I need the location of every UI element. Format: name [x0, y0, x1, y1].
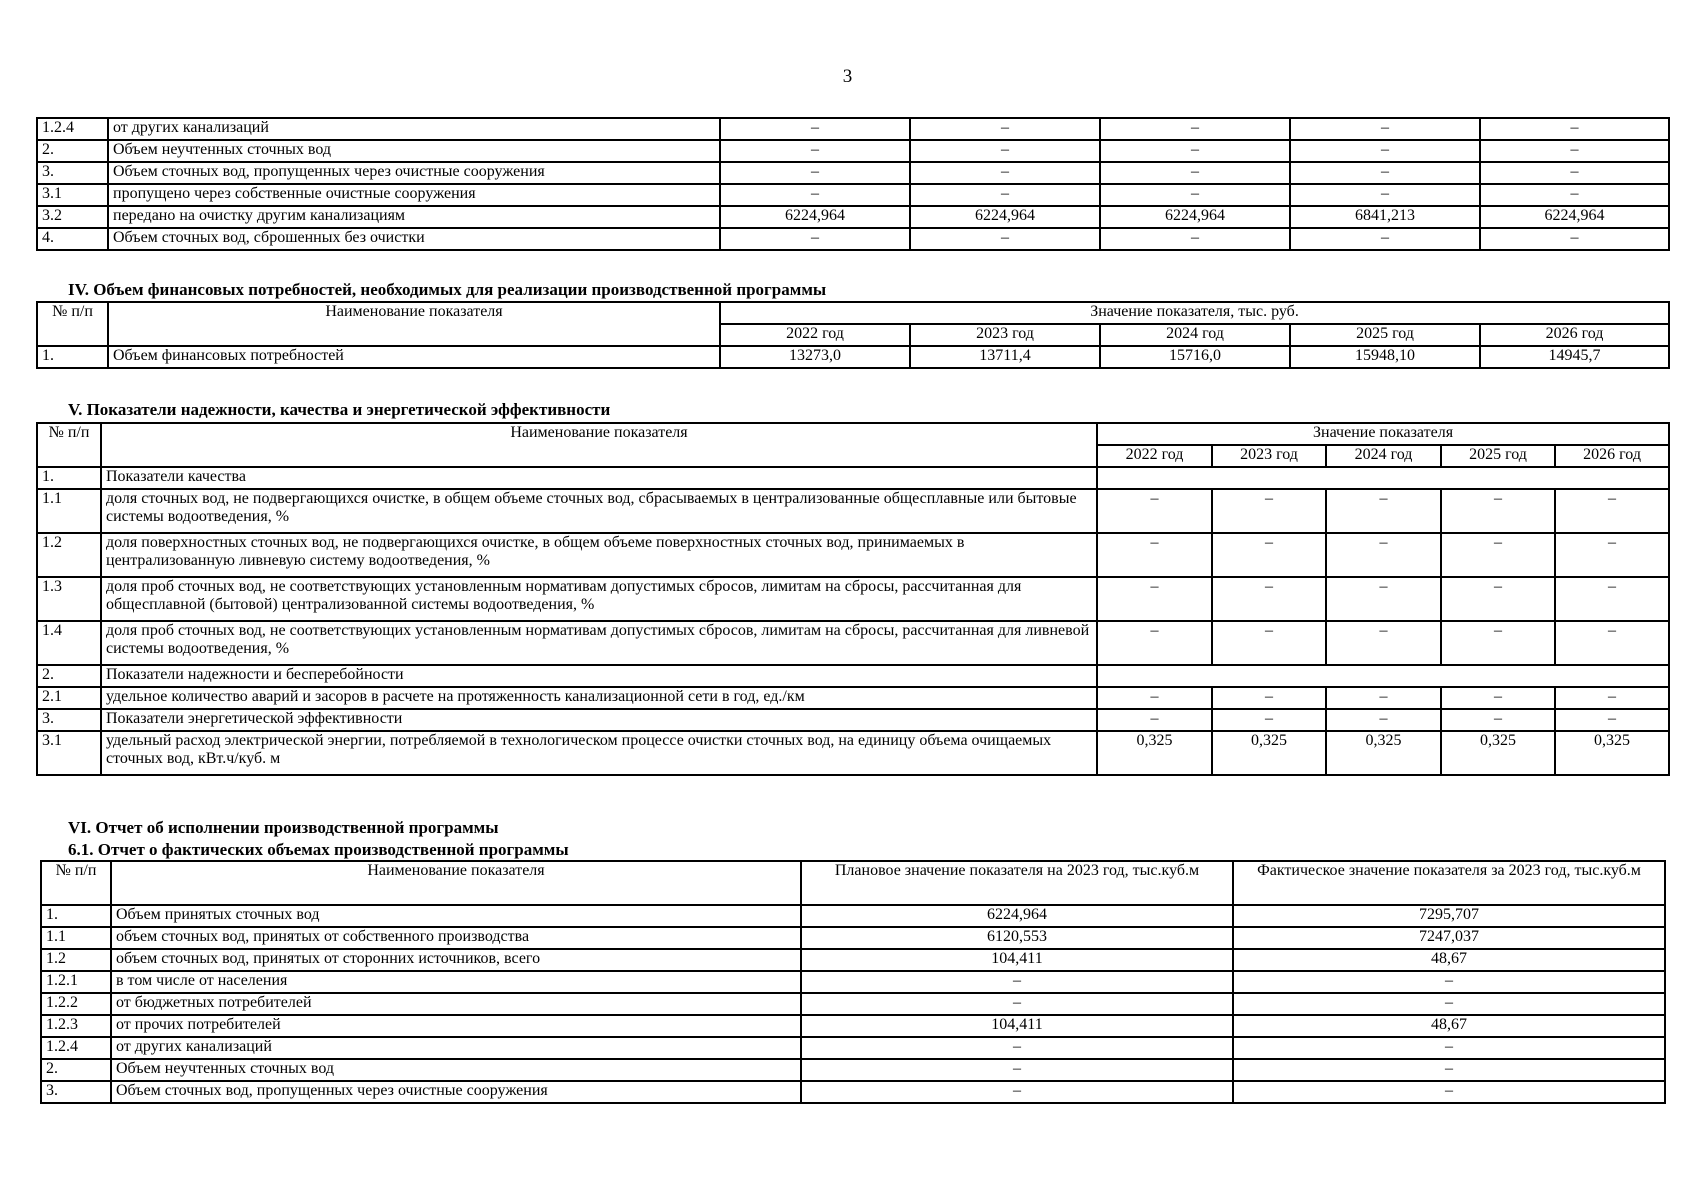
row-plan-value: 6224,964: [801, 905, 1233, 927]
table-row: [37, 533, 1669, 577]
row-value: –: [1441, 577, 1555, 621]
row-plan-value: –: [801, 1059, 1233, 1081]
row-number: 4.: [37, 228, 108, 250]
row-plan-value: –: [801, 993, 1233, 1015]
row-number: 1.2: [41, 949, 111, 971]
row-value: –: [1290, 228, 1480, 250]
table-row: [37, 731, 1669, 775]
row-value: –: [720, 184, 910, 206]
row-value: –: [1212, 533, 1326, 577]
row-fact-value: 48,67: [1233, 949, 1665, 971]
year-header: 2024 год: [1100, 324, 1290, 346]
row-number: 1.1: [37, 489, 101, 533]
row-number: 2.: [37, 140, 108, 162]
row-value: –: [1290, 162, 1480, 184]
row-value: 13273,0: [720, 346, 910, 368]
row-value: 0,325: [1326, 731, 1441, 775]
section5-title: V. Показатели надежности, качества и энергетической эффективности: [68, 400, 611, 419]
row-plan-value: –: [801, 1081, 1233, 1103]
year-header: 2026 год: [1555, 445, 1669, 467]
row-number: 1.2.4: [37, 118, 108, 140]
row-name: доля поверхностных сточных вод, не подвергающихся очистке, в общем объеме поверхностных сточных вод, принимаемых в централизованную ливневую систему водоотведения, %: [101, 533, 1097, 577]
row-number: 1.: [37, 467, 101, 489]
row-fact-value: 48,67: [1233, 1015, 1665, 1037]
row-value: –: [1100, 140, 1290, 162]
table-row: [37, 140, 1669, 162]
row-value: –: [1480, 228, 1669, 250]
row-value: 6224,964: [1100, 206, 1290, 228]
row-value: –: [1555, 489, 1669, 533]
page-number: 3: [842, 66, 853, 87]
year-header: 2024 год: [1326, 445, 1441, 467]
row-fact-value: –: [1233, 1081, 1665, 1103]
section4-title: IV. Объем финансовых потребностей, необходимых для реализации производственной программы: [68, 280, 827, 299]
row-value: –: [1212, 489, 1326, 533]
row-fact-value: 7295,707: [1233, 905, 1665, 927]
row-number: 1.2.1: [41, 971, 111, 993]
row-fact-value: 7247,037: [1233, 927, 1665, 949]
row-name: доля сточных вод, не подвергающихся очистке, в общем объеме сточных вод, сбрасываемых в централизованные общесплавные или бытовые системы водоотведения, %: [101, 489, 1097, 533]
table-row: [41, 1081, 1665, 1103]
continuation-table: [36, 117, 1670, 251]
row-name: объем сточных вод, принятых от собственного производства: [111, 927, 801, 949]
row-number: 1.4: [37, 621, 101, 665]
table-row: [37, 709, 1669, 731]
table-row: [41, 949, 1665, 971]
table-row: [37, 687, 1669, 709]
row-value: –: [1290, 118, 1480, 140]
section5-col-value: Значение показателя: [1097, 423, 1669, 445]
row-value: 0,325: [1097, 731, 1212, 775]
row-name: от других канализаций: [108, 118, 720, 140]
row-name: Показатели энергетической эффективности: [101, 709, 1097, 731]
row-number: 1.2.3: [41, 1015, 111, 1037]
row-number: 1.: [41, 905, 111, 927]
section5-col-name: Наименование показателя: [101, 423, 1097, 467]
year-header: 2023 год: [1212, 445, 1326, 467]
row-name: от прочих потребителей: [111, 1015, 801, 1037]
row-value: –: [910, 140, 1100, 162]
row-value: –: [1212, 709, 1326, 731]
row-name: от бюджетных потребителей: [111, 993, 801, 1015]
section4-col-name: Наименование показателя: [108, 302, 720, 346]
table-row: [37, 118, 1669, 140]
row-value: –: [1097, 533, 1212, 577]
row-name: доля проб сточных вод, не соответствующих установленным нормативам допустимых сбросов, лимитам на сбросы, рассчитанная для общесплавной (бытовой) централизованной системы водоотведения, %: [101, 577, 1097, 621]
row-name: объем сточных вод, принятых от сторонних источников, всего: [111, 949, 801, 971]
table-row: [37, 489, 1669, 533]
year-header: 2026 год: [1480, 324, 1669, 346]
section4-col-num: № п/п: [37, 302, 108, 346]
row-number: 1.: [37, 346, 108, 368]
continuation-table-body: [37, 118, 1669, 250]
row-plan-value: –: [801, 971, 1233, 993]
row-fact-value: –: [1233, 1037, 1665, 1059]
section6-table: [40, 860, 1666, 1104]
row-number: 1.2: [37, 533, 101, 577]
row-value: –: [1100, 162, 1290, 184]
row-number: 3.2: [37, 206, 108, 228]
row-value: –: [1212, 687, 1326, 709]
section4-table: [36, 301, 1670, 369]
row-number: 2.: [41, 1059, 111, 1081]
row-number: 1.1: [41, 927, 111, 949]
row-number: 3.1: [37, 184, 108, 206]
row-number: 2.1: [37, 687, 101, 709]
section5-table-body: [37, 467, 1669, 775]
row-value: –: [1326, 533, 1441, 577]
row-value: –: [1097, 577, 1212, 621]
row-value: –: [1212, 577, 1326, 621]
row-name: Объем принятых сточных вод: [111, 905, 801, 927]
row-plan-value: 104,411: [801, 1015, 1233, 1037]
row-value: –: [1480, 184, 1669, 206]
row-name: Объем неучтенных сточных вод: [111, 1059, 801, 1081]
row-value: –: [720, 140, 910, 162]
row-fact-value: –: [1233, 1059, 1665, 1081]
section6-col-num: № п/п: [41, 861, 111, 905]
row-value: –: [1441, 709, 1555, 731]
row-value: –: [1441, 489, 1555, 533]
row-name: Показатели качества: [101, 467, 1097, 489]
row-value: –: [1212, 621, 1326, 665]
row-value: –: [910, 228, 1100, 250]
row-value: 6841,213: [1290, 206, 1480, 228]
row-value: –: [1555, 621, 1669, 665]
row-value: –: [1555, 577, 1669, 621]
row-value: –: [910, 118, 1100, 140]
row-fact-value: –: [1233, 993, 1665, 1015]
row-value: –: [720, 228, 910, 250]
row-value: –: [1100, 184, 1290, 206]
year-header: 2023 год: [910, 324, 1100, 346]
row-value: –: [1555, 709, 1669, 731]
table-row: [37, 665, 1669, 687]
row-value: 15716,0: [1100, 346, 1290, 368]
row-value: 0,325: [1555, 731, 1669, 775]
row-value: 6224,964: [1480, 206, 1669, 228]
row-number: 1.2.4: [41, 1037, 111, 1059]
row-name: Объем сточных вод, пропущенных через очистные сооружения: [111, 1081, 801, 1103]
table-row: [37, 162, 1669, 184]
row-value: 14945,7: [1480, 346, 1669, 368]
row-value: –: [720, 162, 910, 184]
row-name: от других канализаций: [111, 1037, 801, 1059]
row-value: –: [1480, 162, 1669, 184]
row-name: Объем финансовых потребностей: [108, 346, 720, 368]
row-value: –: [1290, 140, 1480, 162]
table-row: [41, 971, 1665, 993]
row-value: –: [720, 118, 910, 140]
section4-col-value: Значение показателя, тыс. руб.: [720, 302, 1669, 324]
table-row: [37, 621, 1669, 665]
section6-table-body: [41, 905, 1665, 1103]
row-name: удельное количество аварий и засоров в расчете на протяженность канализационной сети в год, ед./км: [101, 687, 1097, 709]
row-value: –: [1480, 140, 1669, 162]
row-value: –: [1326, 709, 1441, 731]
row-value: –: [1097, 621, 1212, 665]
row-value: 6224,964: [910, 206, 1100, 228]
year-header: 2025 год: [1290, 324, 1480, 346]
table-row: [37, 346, 1669, 368]
row-name: пропущено через собственные очистные сооружения: [108, 184, 720, 206]
table-row: [41, 1015, 1665, 1037]
row-name: Объем неучтенных сточных вод: [108, 140, 720, 162]
row-value: –: [1326, 577, 1441, 621]
row-name: удельный расход электрической энергии, потребляемой в технологическом процессе очистки сточных вод, на единицу объема очищаемых сточных вод, кВт.ч/куб. м: [101, 731, 1097, 775]
section6-subtitle: 6.1. Отчет о фактических объемах производственной программы: [68, 840, 569, 859]
row-value: –: [1100, 118, 1290, 140]
table-row: [37, 228, 1669, 250]
row-value: –: [1326, 687, 1441, 709]
row-value: 15948,10: [1290, 346, 1480, 368]
section6-col-plan: Плановое значение показателя на 2023 год, тыс.куб.м: [801, 861, 1233, 905]
table-row: [41, 1059, 1665, 1081]
row-name: в том числе от населения: [111, 971, 801, 993]
row-value: –: [1097, 709, 1212, 731]
row-value: –: [1441, 687, 1555, 709]
table-row: [41, 993, 1665, 1015]
row-name: Объем сточных вод, пропущенных через очистные сооружения: [108, 162, 720, 184]
row-number: 3.1: [37, 731, 101, 775]
row-value: –: [1326, 489, 1441, 533]
row-value: –: [1326, 621, 1441, 665]
row-value: –: [1555, 533, 1669, 577]
table-row: [37, 206, 1669, 228]
section4-table-body: [37, 346, 1669, 368]
row-value: –: [1097, 687, 1212, 709]
row-number: 3.: [37, 709, 101, 731]
row-value: –: [910, 184, 1100, 206]
section6-title: VI. Отчет об исполнении производственной программы: [68, 818, 499, 837]
row-value: –: [1555, 687, 1669, 709]
year-header: 2022 год: [1097, 445, 1212, 467]
row-value: 6224,964: [720, 206, 910, 228]
table-row: [37, 467, 1669, 489]
table-row: [41, 1037, 1665, 1059]
section6-col-name: Наименование показателя: [111, 861, 801, 905]
row-name: передано на очистку другим канализациям: [108, 206, 720, 228]
row-number: 2.: [37, 665, 101, 687]
row-fact-value: –: [1233, 971, 1665, 993]
row-value: 13711,4: [910, 346, 1100, 368]
row-value: –: [1441, 533, 1555, 577]
row-plan-value: –: [801, 1037, 1233, 1059]
table-row: [41, 905, 1665, 927]
row-name: Показатели надежности и бесперебойности: [101, 665, 1097, 687]
row-value: 0,325: [1441, 731, 1555, 775]
row-number: 1.2.2: [41, 993, 111, 1015]
row-plan-value: 104,411: [801, 949, 1233, 971]
year-header: 2025 год: [1441, 445, 1555, 467]
section5-table: [36, 422, 1670, 776]
row-value: –: [1290, 184, 1480, 206]
row-value: –: [910, 162, 1100, 184]
table-row: [37, 577, 1669, 621]
row-plan-value: 6120,553: [801, 927, 1233, 949]
row-value: –: [1480, 118, 1669, 140]
table-row: [37, 184, 1669, 206]
section6-col-fact: Фактическое значение показателя за 2023 год, тыс.куб.м: [1233, 861, 1665, 905]
row-value-empty: [1097, 467, 1669, 489]
row-value: 0,325: [1212, 731, 1326, 775]
row-name: доля проб сточных вод, не соответствующих установленным нормативам допустимых сбросов, лимитам на сбросы, рассчитанная для ливневой системы водоотведения, %: [101, 621, 1097, 665]
row-value: –: [1097, 489, 1212, 533]
row-name: Объем сточных вод, сброшенных без очистки: [108, 228, 720, 250]
row-number: 1.3: [37, 577, 101, 621]
row-number: 3.: [37, 162, 108, 184]
table-row: [41, 927, 1665, 949]
section5-col-num: № п/п: [37, 423, 101, 467]
row-value-empty: [1097, 665, 1669, 687]
row-number: 3.: [41, 1081, 111, 1103]
year-header: 2022 год: [720, 324, 910, 346]
row-value: –: [1100, 228, 1290, 250]
row-value: –: [1441, 621, 1555, 665]
